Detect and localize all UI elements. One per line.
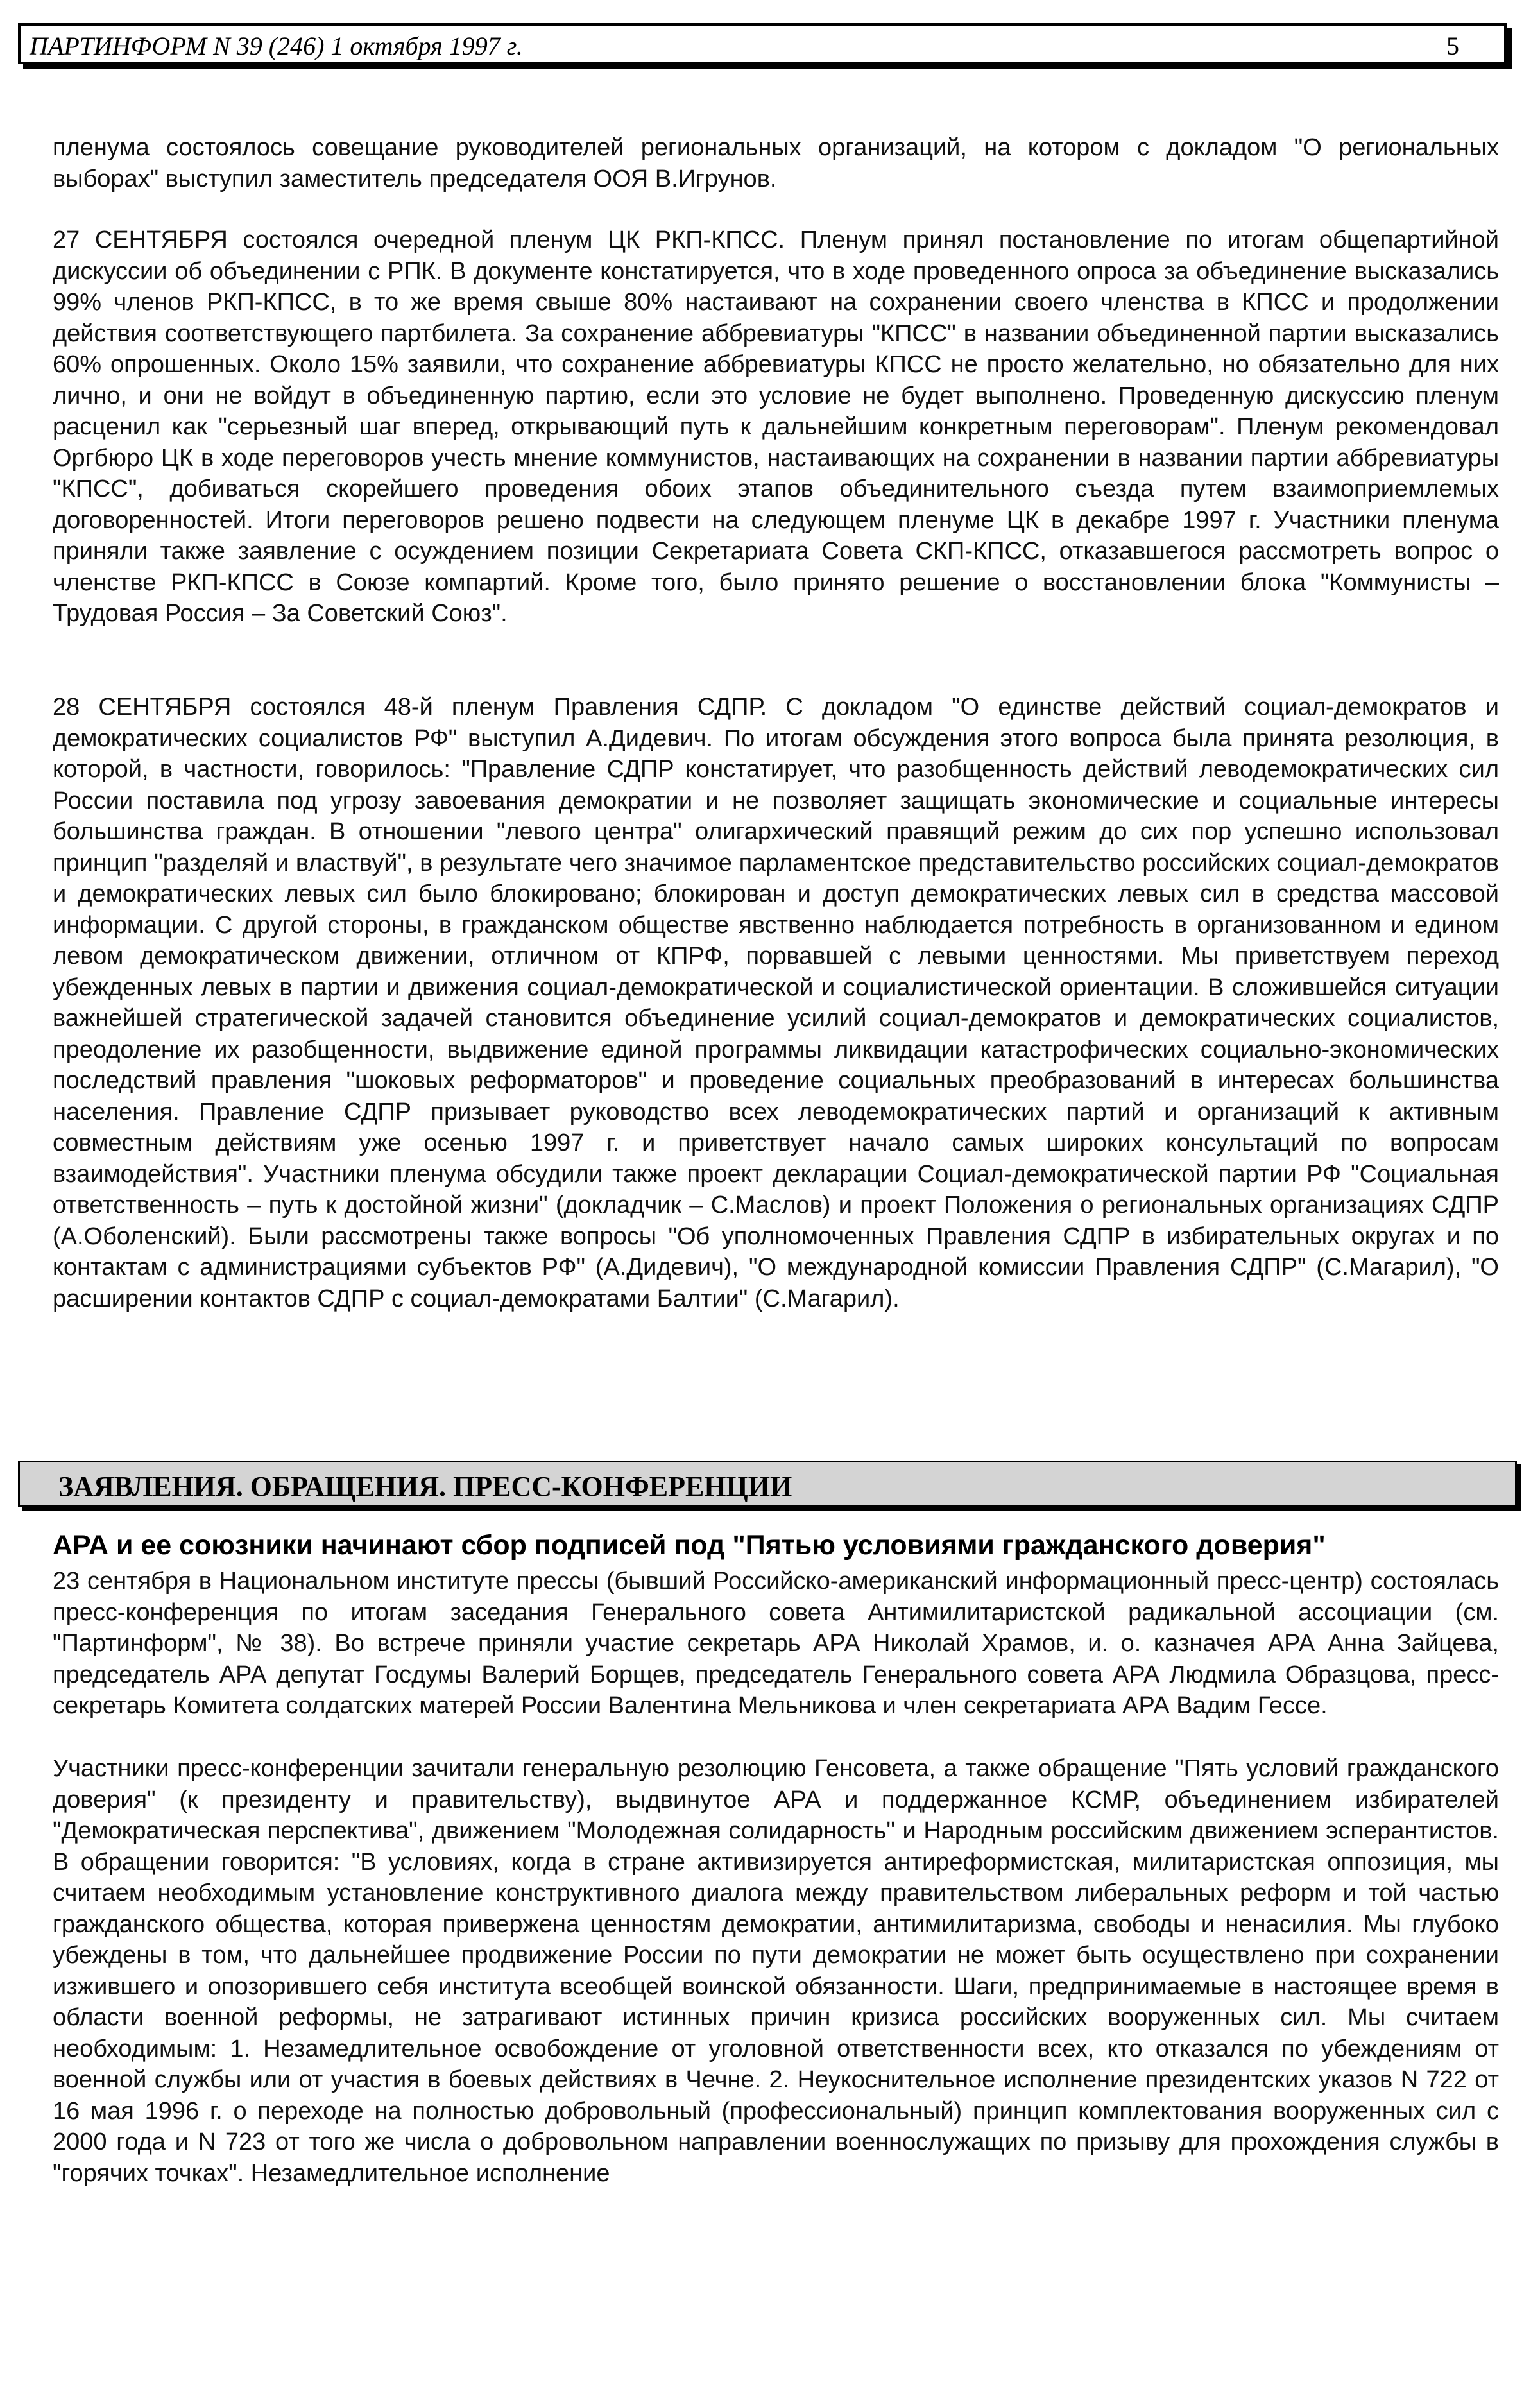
page-header: [18, 23, 1507, 64]
page-number: 5: [1446, 31, 1459, 60]
article-headline: АРА и ее союзники начинают сбор подписей под "Пятью условиями гражданского доверия": [53, 1530, 1326, 1561]
section-title: ЗАЯВЛЕНИЯ. ОБРАЩЕНИЯ. ПРЕСС-КОНФЕРЕНЦИИ: [58, 1471, 792, 1502]
article-paragraph-press-conference: 23 сентября в Национальном институте прессы (бывший Российско-американский информационный пресс-центр) состоялась пресс-конференция по итогам заседания Генерального совета Антимилитаристской радикальной ассоциации (см. "Партинформ", № 38). Во встрече приняли участие секретарь АРА Николай Храмов, и. о. казначея АРА Анна Зайцева, председатель АРА депутат Госдумы Валерий Борщев, председатель Генерального совета АРА Людмила Образцова, пресс-секретарь Комитета солдатских матерей России Валентина Мельникова и член секретариата АРА Вадим Гессе.: [53, 1568, 1499, 1719]
article-paragraph-appeal: Участники пресс-конференции зачитали генеральную резолюцию Генсовета, а также обращение "Пять условий гражданского доверия" (к президенту и правительству), выдвинутое АРА и поддержанное КСМР, объединением избирателей "Демократическая перспектива", движением "Молодежная солидарность" и Народным российским движением эсперантистов. В обращении говорится: "В условиях, когда в стране активизируется антиреформистская, милитаристская оппозиция, мы считаем необходимым установление конструктивного диалога между правительством либеральных реформ и той частью гражданского общества, которая привержена ценностям демократии, антимилитаризма, свободы и ненасилия. Мы глубоко убеждены в том, что дальнейшее продвижение России по пути демократии не может быть осуществлено при сохранении изжившего и опозорившего себя института всеобщей воинской обязанности. Шаги, предпринимаемые в настоящее время в области военной реформы, не затрагивают истинных причин кризиса российских вооруженных сил. Мы считаем необходимым: 1. Незамедлительное освобождение от уголовной ответственности всех, кто отказался по убеждениям от военной службы или от участия в боевых действиях в Чечне. 2. Неукоснительное исполнение президентских указов N 722 от 16 мая 1996 г. о переходе на полностью добровольный (профессиональный) принцип комплектования вооруженных сил с 2000 года и N 723 от того же числа о добровольном направлении военнослужащих по призыву для прохождения службы в "горячих точках". Незамедлительное исполнение: [53, 1755, 1499, 2187]
section-header: [18, 1461, 1517, 1507]
paragraph-rkp-kpss-plenum: 27 СЕНТЯБРЯ состоялся очередной пленум ЦК РКП-КПСС. Пленум принял постановление по итогам общепартийной дискуссии об объединении с РПК. В документе констатируется, что в ходе проведенного опроса за объединение высказались 99% членов РКП-КПСС, в то же время свыше 80% настаивают на сохранении своего членства в КПСС и продолжении действия соответствующего партбилета. За сохранение аббревиатуры "КПСС" в названии объединенной партии высказались 60% опрошенных. Около 15% заявили, что сохранение аббревиатуры КПСС не просто желательно, но обязательно для них лично, и они не войдут в объединенную партию, если это условие не будет выполнено. Проведенную дискуссию пленум расценил как "серьезный шаг вперед, открывающий путь к дальнейшим конкретным переговорам". Пленум рекомендовал Оргбюро ЦК в ходе переговоров учесть мнение коммунистов, настаивающих на сохранении в названии партии аббревиатуры "КПСС", добиваться скорейшего проведения обоих этапов объединительного съезда путем взаимоприемлемых договоренностей. Итоги переговоров решено подвести на следующем пленуме ЦК в декабре 1997 г. Участники пленума приняли также заявление с осуждением позиции Секретариата Совета СКП-КПСС, отказавшегося рассмотреть вопрос о членстве РКП-КПСС в Союзе компартий. Кроме того, было принято решение о восстановлении блока "Коммунисты – Трудовая Россия – За Советский Союз".: [53, 227, 1499, 627]
publication-title: ПАРТИНФОРМ N 39 (246) 1 октября 1997 г.: [30, 31, 523, 60]
paragraph-regional-meeting: пленума состоялось совещание руководителей региональных организаций, на котором с докладом "О региональных выборах" выступил заместитель председателя ООЯ В.Игрунов.: [53, 134, 1499, 193]
paragraph-sdpr-plenum: 28 СЕНТЯБРЯ состоялся 48-й пленум Правления СДПР. С докладом "О единстве действий социал-демократов и демократических социалистов РФ" выступил А.Дидевич. По итогам обсуждения этого вопроса была принята резолюция, в которой, в частности, говорилось: "Правление СДПР констатирует, что разобщенность действий леводемократических сил России поставила под угрозу завоевания демократии и не позволяет защищать экономические и социальные интересы большинства граждан. В отношении "левого центра" олигархический правящий режим до сих пор успешно использовал принцип "разделяй и властвуй", в результате чего значимое парламентское представительство российских социал-демократов и демократических левых сил было блокировано; блокирован и доступ демократических левых сил в средства массовой информации. С другой стороны, в гражданском обществе явственно наблюдается потребность в организованном и едином левом демократическом движении, отличном от КПРФ, порвавшей с левыми ценностями. Мы приветствуем переход убежденных левых в партии и движения социал-демократической и социалистической ориентации. В сложившейся ситуации важнейшей стратегической задачей становится объединение усилий социал-демократов и демократических социалистов, преодоление их разобщенности, выдвижение единой программы ликвидации катастрофических социально-экономических последствий правления "шоковых реформаторов" и проведение социальных преобразований в интересах большинства населения. Правление СДПР призывает руководство всех леводемократических партий и организаций к активным совместным действиям уже осенью 1997 г. и приветствует начало самых широких консультаций по вопросам взаимодействия". Участники пленума обсудили также проект декларации Социал-демократической партии РФ "Социальная ответственность – путь к достойной жизни" (докладчик – С.Маслов) и проект Положения о региональных организациях СДПР (А.Оболенский). Были рассмотрены также вопросы "Об уполномоченных Правления СДПР в избирательных округах и по контактам с администрациями субъектов РФ" (А.Дидевич), "О международной комиссии Правления СДПР" (С.Магарил), "О расширении контактов СДПР с социал-демократами Балтии" (С.Магарил).: [53, 694, 1499, 1312]
